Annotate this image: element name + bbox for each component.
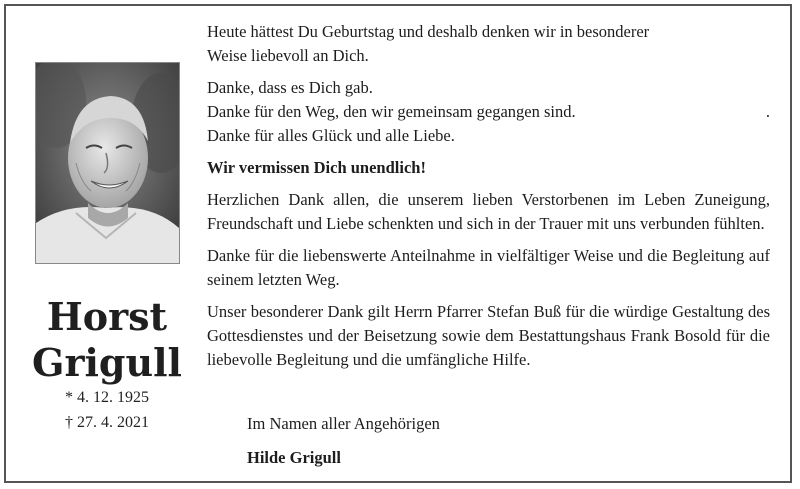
life-dates	[12, 385, 202, 435]
thanks-line: Danke für den Weg, den wir gemeinsam gegangen sind. .	[207, 100, 770, 124]
trailing-dot: .	[765, 102, 770, 121]
intro-paragraph	[207, 20, 770, 68]
on-behalf-line: Im Namen aller Angehörigen	[247, 414, 440, 433]
gratitude-paragraph: Herzlichen Dank allen, die unserem lieben Verstorbenen im Leben Zuneigung, Freundschaft und Liebe schenkten und sich in der Trauer mit uns verbunden fühlten.	[207, 190, 770, 233]
death-date: † 27. 4. 2021	[65, 414, 149, 431]
portrait-image	[36, 63, 179, 263]
first-name: Horst	[46, 294, 168, 339]
last-name: Grigull	[32, 340, 182, 385]
intro-line: Weise liebevoll an Dich.	[207, 46, 369, 65]
birth-date: * 4. 12. 1925	[65, 389, 149, 406]
deceased-name	[12, 294, 202, 386]
thanks-line: Danke, dass es Dich gab.	[207, 78, 373, 97]
thanks-line: Danke für alles Glück und alle Liebe.	[207, 126, 455, 145]
signature-block	[247, 412, 647, 470]
intro-line: Heute hättest Du Geburtstag und deshalb denken wir in besonderer	[207, 22, 650, 41]
gratitude-paragraph: Danke für die liebenswerte Anteilnahme in vielfältiger Weise und die Begleitung auf seinem letzten Weg.	[207, 246, 770, 289]
gratitude-paragraph: Unser besonderer Dank gilt Herrn Pfarrer Stefan Buß für die würdige Gestaltung des Gottesdienstes und der Beisetzung sowie dem Bestattungshaus Frank Bosold für die liebevolle Begleitung und die umfängliche Hilfe.	[207, 302, 770, 369]
miss-you-line: Wir vermissen Dich unendlich!	[207, 158, 426, 177]
thanks-paragraph	[207, 76, 770, 148]
notice-text	[207, 20, 770, 380]
portrait-photo	[35, 62, 180, 264]
signer-name: Hilde Grigull	[247, 448, 341, 467]
